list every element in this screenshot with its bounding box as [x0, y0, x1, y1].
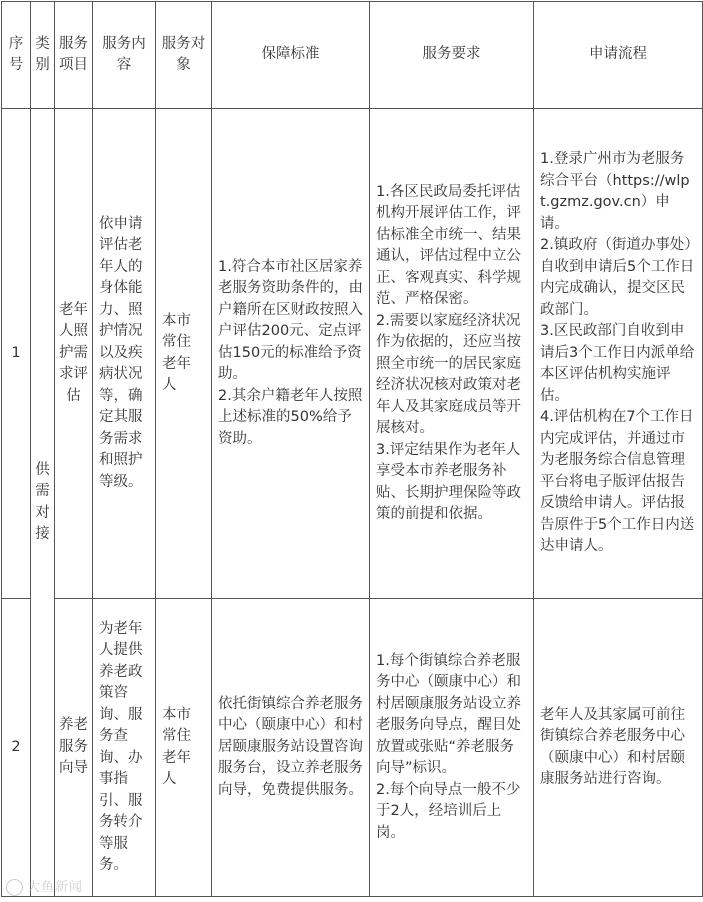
row-standard: 1.符合本市社区居家养老服务资助条件的，由户籍所在区财政按照入户评估200元、定点评估150元的标准给予资助。 2.其余户籍老年人按照上述标准的50%给予资助。 — [212, 109, 370, 599]
row-requirement: 1.各区民政局委托评估机构开展评估工作，评估标准全市统一、结果通认，评估过程中立公正、客观真实、科学规范、严格保密。 2.需要以家庭经济状况作为依据的，还应当按照全市统一的居民家庭经济状况核对政策对老年人及其家庭成员等开展核对。 3.评定结果作为老年人享受本市养老服务补贴、长期护理保险等政策的前提和依据。 — [370, 109, 534, 599]
header-content: 服务内容 — [93, 2, 156, 109]
row-process: 1.登录广州市为老服务综合平台（https://wlpt.gzmz.gov.cn）申请。 2.镇政府（街道办事处）自收到申请后5个工作日内完成确认，提交区民政部门。 3.区民政部门自收到申请后3个工作日内派单给本区评估机构实施评估。 4.评估机构在7个工作日内完成评估，并通过市为老服务综合信息管理平台将电子版评估报告反馈给申请人。评估报告原件于5个工作日内送达申请人。 — [534, 109, 703, 599]
category-cell: 供需对接 — [31, 109, 55, 897]
row-process: 老年人及其家属可前往街镇综合养老服务中心（颐康中心）和村居颐康服务站进行咨询。 — [534, 599, 703, 897]
row-target: 本市常住老年人 — [156, 109, 212, 599]
row-seq: 1 — [2, 109, 31, 599]
header-item: 服务项目 — [55, 2, 93, 109]
table-row — [2, 599, 703, 897]
header-row — [2, 2, 703, 109]
watermark — [6, 876, 83, 896]
header-process: 申请流程 — [534, 2, 703, 109]
row-requirement: 1.每个街镇综合养老服务中心（颐康中心）和村居颐康服务站设立养老服务向导点，醒目处放置或张贴“养老服务向导”标识。 2.每个向导点一般不少于2人，经培训后上岗。 — [370, 599, 534, 897]
watermark-text: 大鱼新闻 — [27, 880, 84, 895]
row-target: 本市常住老年人 — [156, 599, 212, 897]
table-row — [2, 109, 703, 599]
row-item: 养老服务向导 — [55, 599, 93, 897]
row-content: 依申请评估老年人的身体能力、照护情况以及疾病状况等，确定其服务需求和照护等级。 — [93, 109, 156, 599]
header-category: 类别 — [31, 2, 55, 109]
header-requirement: 服务要求 — [370, 2, 534, 109]
service-table — [1, 1, 703, 897]
watermark-logo-icon — [6, 879, 23, 896]
header-standard: 保障标准 — [212, 2, 370, 109]
row-content: 为老年人提供养老政策咨询、服务查询、办事指引、服务转介等服务。 — [93, 599, 156, 897]
row-item: 老年人照护需求评估 — [55, 109, 93, 599]
row-seq: 2 — [2, 599, 31, 897]
row-standard: 依托街镇综合养老服务中心（颐康中心）和村居颐康服务站设置咨询服务台，设立养老服务向导，免费提供服务。 — [212, 599, 370, 897]
header-target: 服务对象 — [156, 2, 212, 109]
header-seq: 序号 — [2, 2, 31, 109]
